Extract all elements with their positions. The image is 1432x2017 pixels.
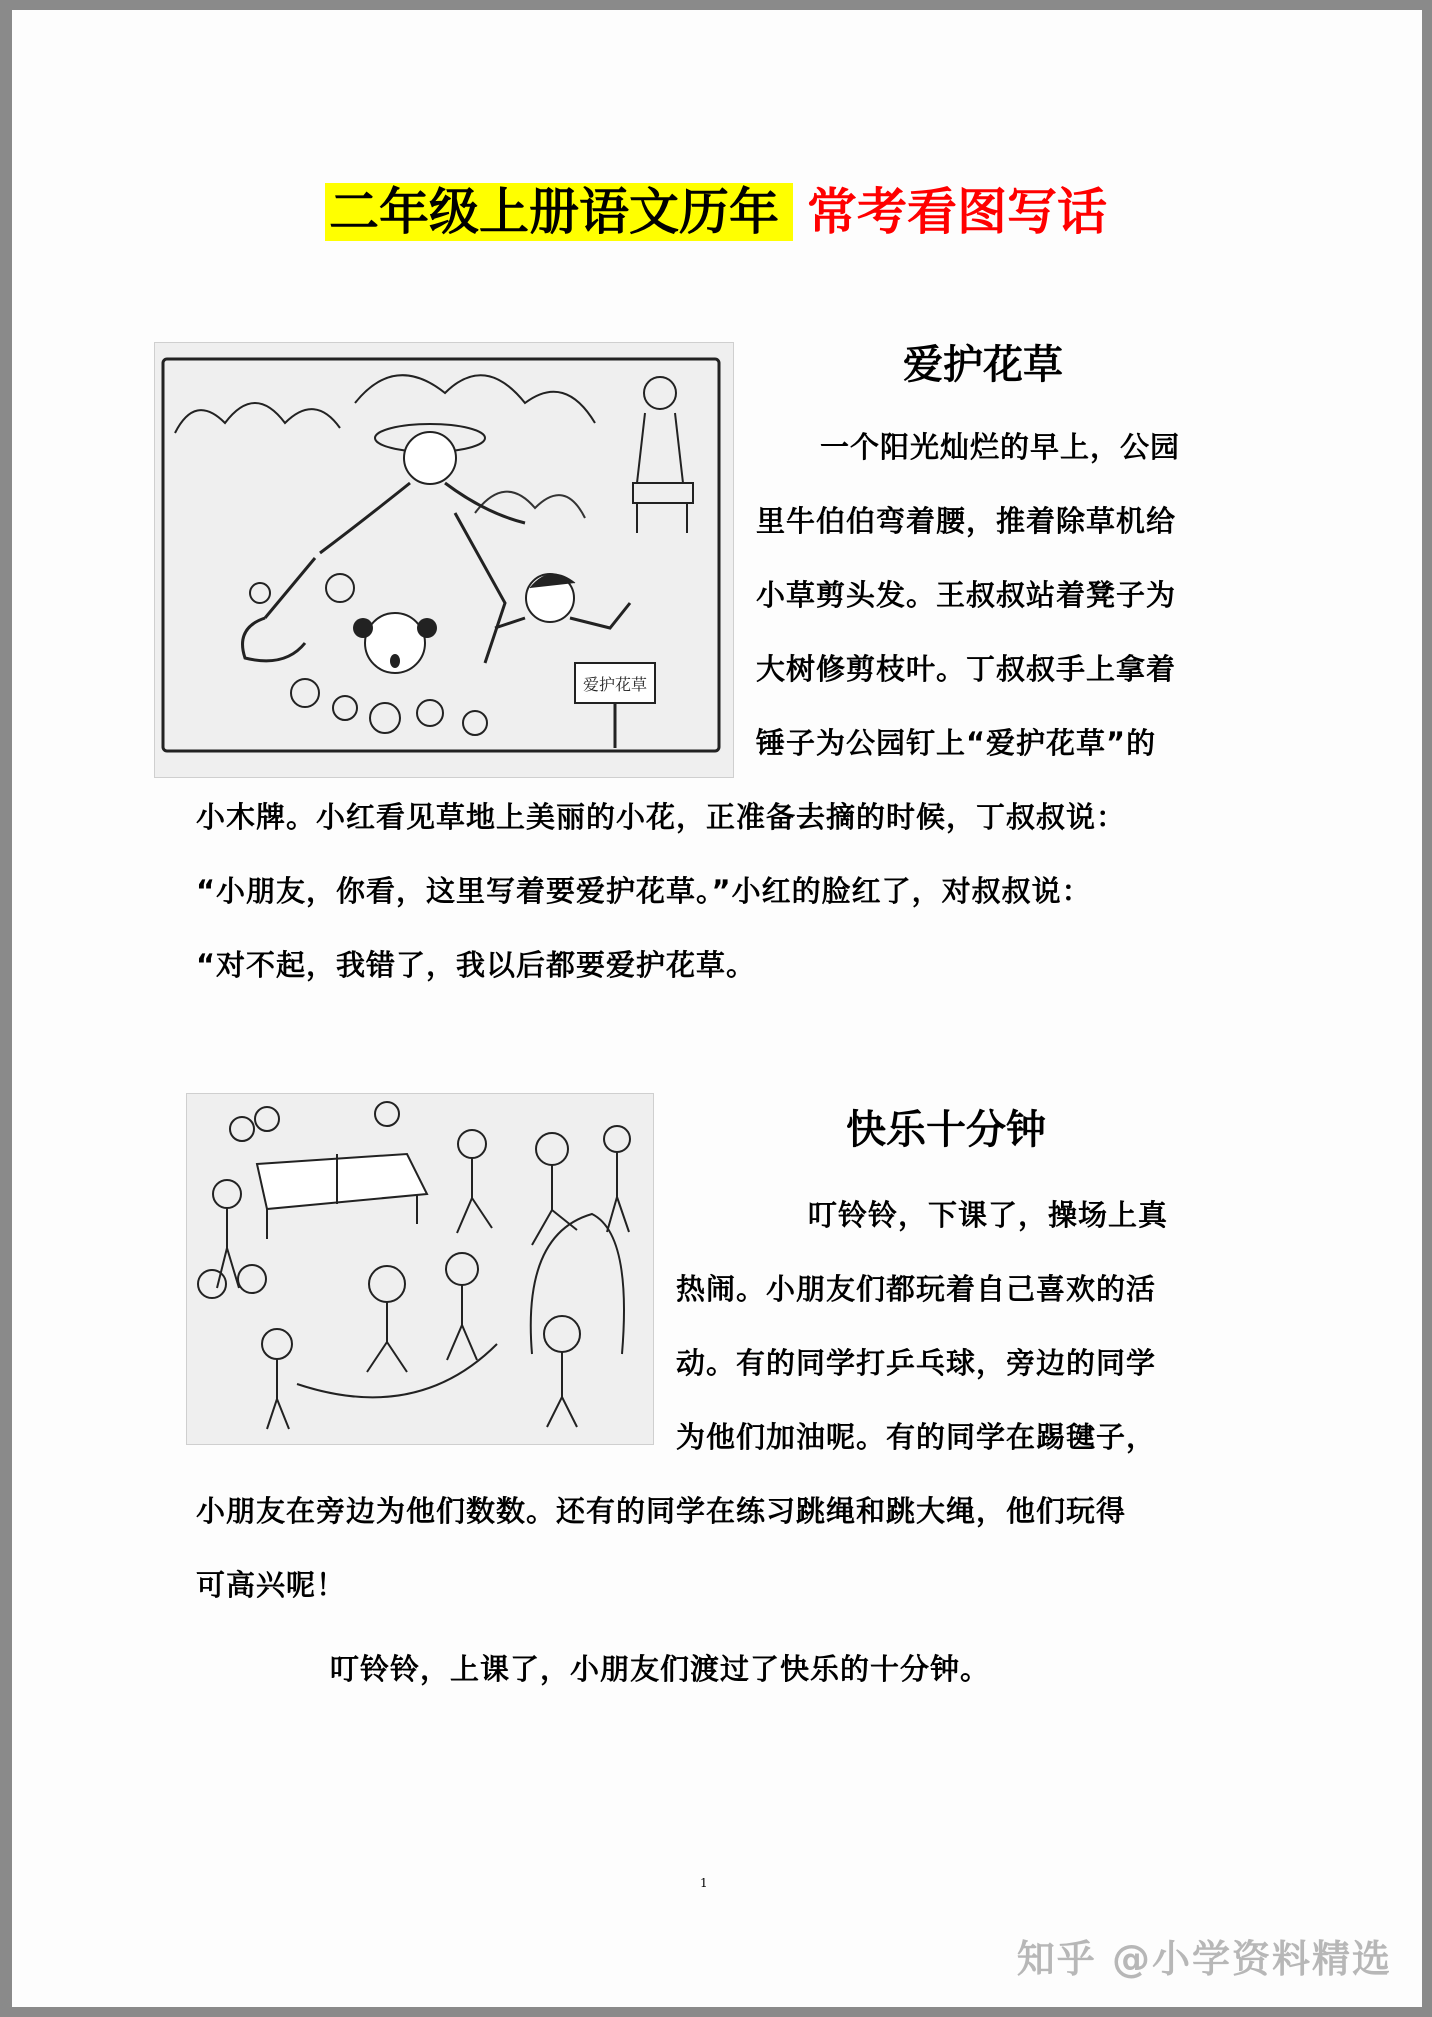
illustration-garden <box>154 342 734 778</box>
section2-line: 为他们加油呢。有的同学在踢毽子， <box>676 1420 1157 1454</box>
section2-line: 热闹。小朋友们都玩着自己喜欢的活 <box>676 1272 1157 1306</box>
title-highlighted: 二年级上册语文历年 <box>325 183 793 241</box>
garden-drawing <box>155 343 733 777</box>
section2-line: 叮铃铃，上课了，小朋友们渡过了快乐的十分钟。 <box>330 1652 991 1686</box>
section2-line: 小朋友在旁边为他们数数。还有的同学在练习跳绳和跳大绳，他们玩得 <box>196 1494 1127 1528</box>
watermark: 知乎 @小学资料精选 <box>1016 1937 1392 1981</box>
section2-heading: 快乐十分钟 <box>846 1107 1046 1153</box>
section2-line: 可高兴呢！ <box>196 1568 347 1602</box>
section1-line: 小草剪头发。王叔叔站着凳子为 <box>756 578 1177 612</box>
section1-line: 锤子为公园钉上“爱护花草”的 <box>756 726 1157 760</box>
page-title <box>0 182 1432 242</box>
title-red: 常考看图写话 <box>807 183 1107 241</box>
section1-line: 一个阳光灿烂的早上，公园 <box>820 430 1181 464</box>
illustration-playground <box>186 1093 654 1445</box>
section1-line: 小木牌。小红看见草地上美丽的小花，正准备去摘的时候，丁叔叔说： <box>196 800 1127 834</box>
section2-line: 动。有的同学打乒乓球，旁边的同学 <box>676 1346 1157 1380</box>
section1-line: 大树修剪枝叶。丁叔叔手上拿着 <box>756 652 1177 686</box>
section2-line: 叮铃铃，下课了，操场上真 <box>808 1198 1169 1232</box>
section1-line: 里牛伯伯弯着腰，推着除草机给 <box>756 504 1177 538</box>
section1-line: “对不起，我错了，我以后都要爱护花草。 <box>196 948 757 982</box>
sign-text: 爱护花草 <box>582 675 648 694</box>
playground-drawing <box>187 1094 653 1444</box>
page-number: 1 <box>700 1876 708 1890</box>
section1-line: “小朋友，你看，这里写着要爱护花草。”小红的脸红了，对叔叔说： <box>196 874 1092 908</box>
section1-heading: 爱护花草 <box>903 342 1063 388</box>
